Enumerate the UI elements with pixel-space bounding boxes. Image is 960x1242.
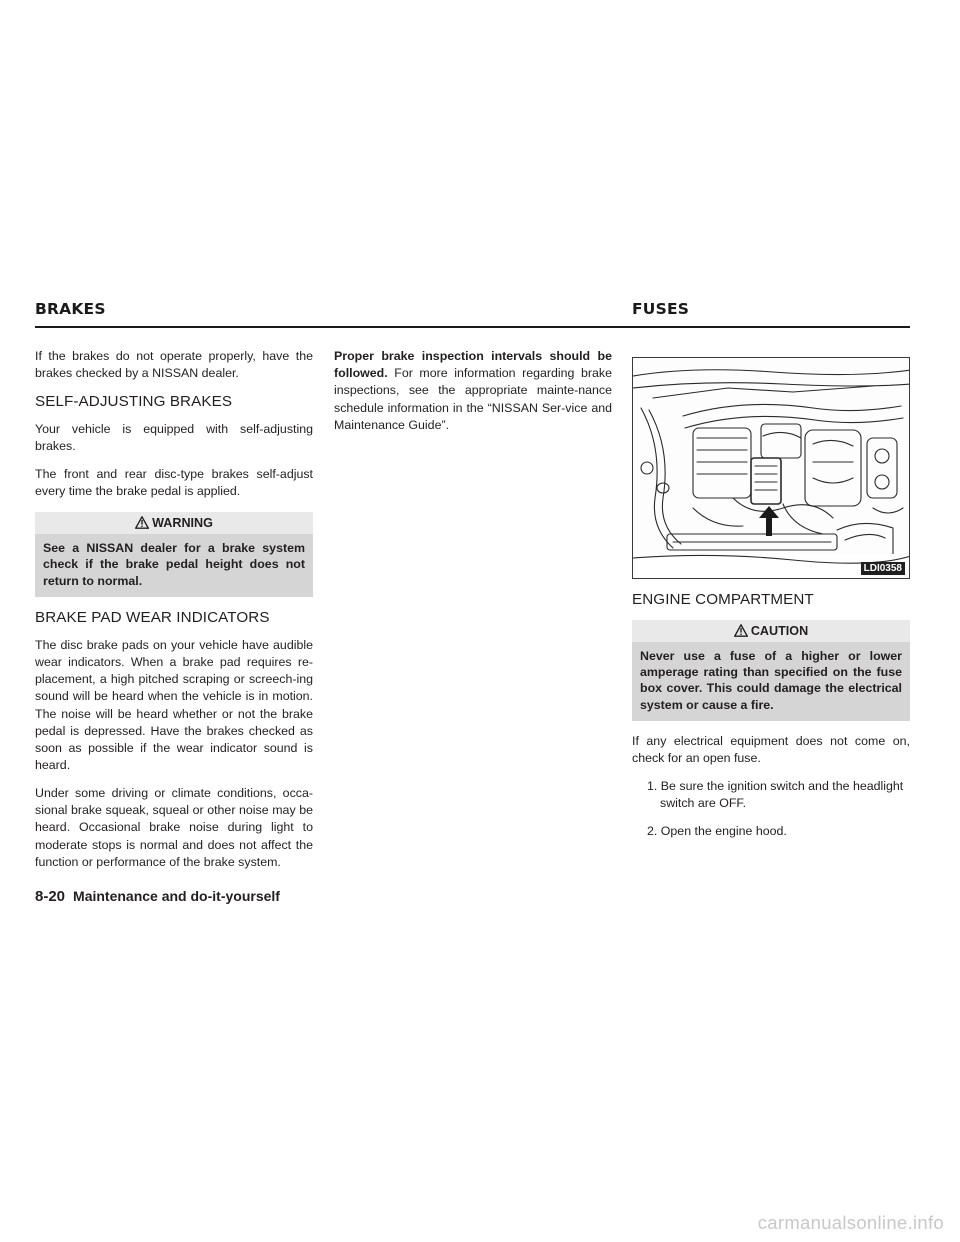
self-adjusting-heading: SELF-ADJUSTING BRAKES xyxy=(35,392,233,410)
page-footer xyxy=(35,888,280,906)
engine-illustration xyxy=(633,358,910,579)
pad-wear-p1: The disc brake pads on your vehicle have audible wear indicators. When a brake pad requires re-placement, a high pitched scraping or screech-ing sound will be heard when the vehicle is in motion. The noise will be heard whether or not the brake pedal is depressed. Have the brakes checked as soon as possible if the wear indicator sound is heard. xyxy=(35,637,313,773)
watermark: carmanualsonline.info xyxy=(757,1212,944,1233)
fuse-step: 1. Be sure the ignition switch and the headlight switch are OFF. xyxy=(647,778,904,810)
inspection-bold-lead: Proper brake inspection intervals should be followed. xyxy=(334,349,612,381)
section-title-brakes: BRAKES xyxy=(35,300,106,318)
fuse-step: 2. Open the engine hood. xyxy=(647,823,787,838)
fuse-steps xyxy=(632,778,910,840)
engine-compartment-figure xyxy=(632,357,910,579)
warning-title: WARNING xyxy=(152,516,213,531)
warning-box xyxy=(35,512,313,597)
figure-label: LDI0358 xyxy=(861,562,905,575)
self-adjusting-p2: The front and rear disc-type brakes self-adjust every time the brake pedal is applied. xyxy=(35,466,313,499)
engine-compartment-heading: ENGINE COMPARTMENT xyxy=(632,591,814,608)
warning-text: See a NISSAN dealer for a brake system check if the brake pedal height does not return to normal. xyxy=(43,541,305,588)
self-adjusting-p1: Your vehicle is equipped with self-adjusting brakes. xyxy=(35,421,313,454)
caution-box xyxy=(632,620,910,721)
warning-triangle-icon xyxy=(135,516,149,529)
header-rule xyxy=(35,326,910,328)
column-brakes xyxy=(35,348,313,881)
warning-triangle-icon xyxy=(734,624,748,637)
caution-text: Never use a fuse of a higher or lower amperage rating than specified on the fuse box cover. This could damage the electrical system or cause a fire. xyxy=(640,649,902,712)
brakes-intro: If the brakes do not operate properly, have the brakes checked by a NISSAN dealer. xyxy=(35,349,313,381)
inspection-rest: For more information regarding brake inspections, see the appropriate mainte-nance schedule information in the “NISSAN Ser-vice and Maintenance Guide”. xyxy=(334,366,612,432)
section-title-fuses: FUSES xyxy=(632,300,690,318)
column-fuses xyxy=(632,352,910,850)
pad-wear-p2: Under some driving or climate conditions, occa-sional brake squeak, squeal or other noise may be heard. Occasional brake noise during light to moderate stops is normal and does not affect the function or performance of the brake system. xyxy=(35,785,313,869)
page-number: 8-20 xyxy=(35,888,66,905)
column-brakes-2 xyxy=(334,348,612,445)
pad-wear-heading: BRAKE PAD WEAR INDICATORS xyxy=(35,608,270,626)
fuse-check-intro: If any electrical equipment does not come on, check for an open fuse. xyxy=(632,733,910,766)
chapter-title: Maintenance and do-it-yourself xyxy=(73,888,280,904)
inspection-paragraph xyxy=(334,348,612,434)
caution-title: CAUTION xyxy=(750,624,809,638)
